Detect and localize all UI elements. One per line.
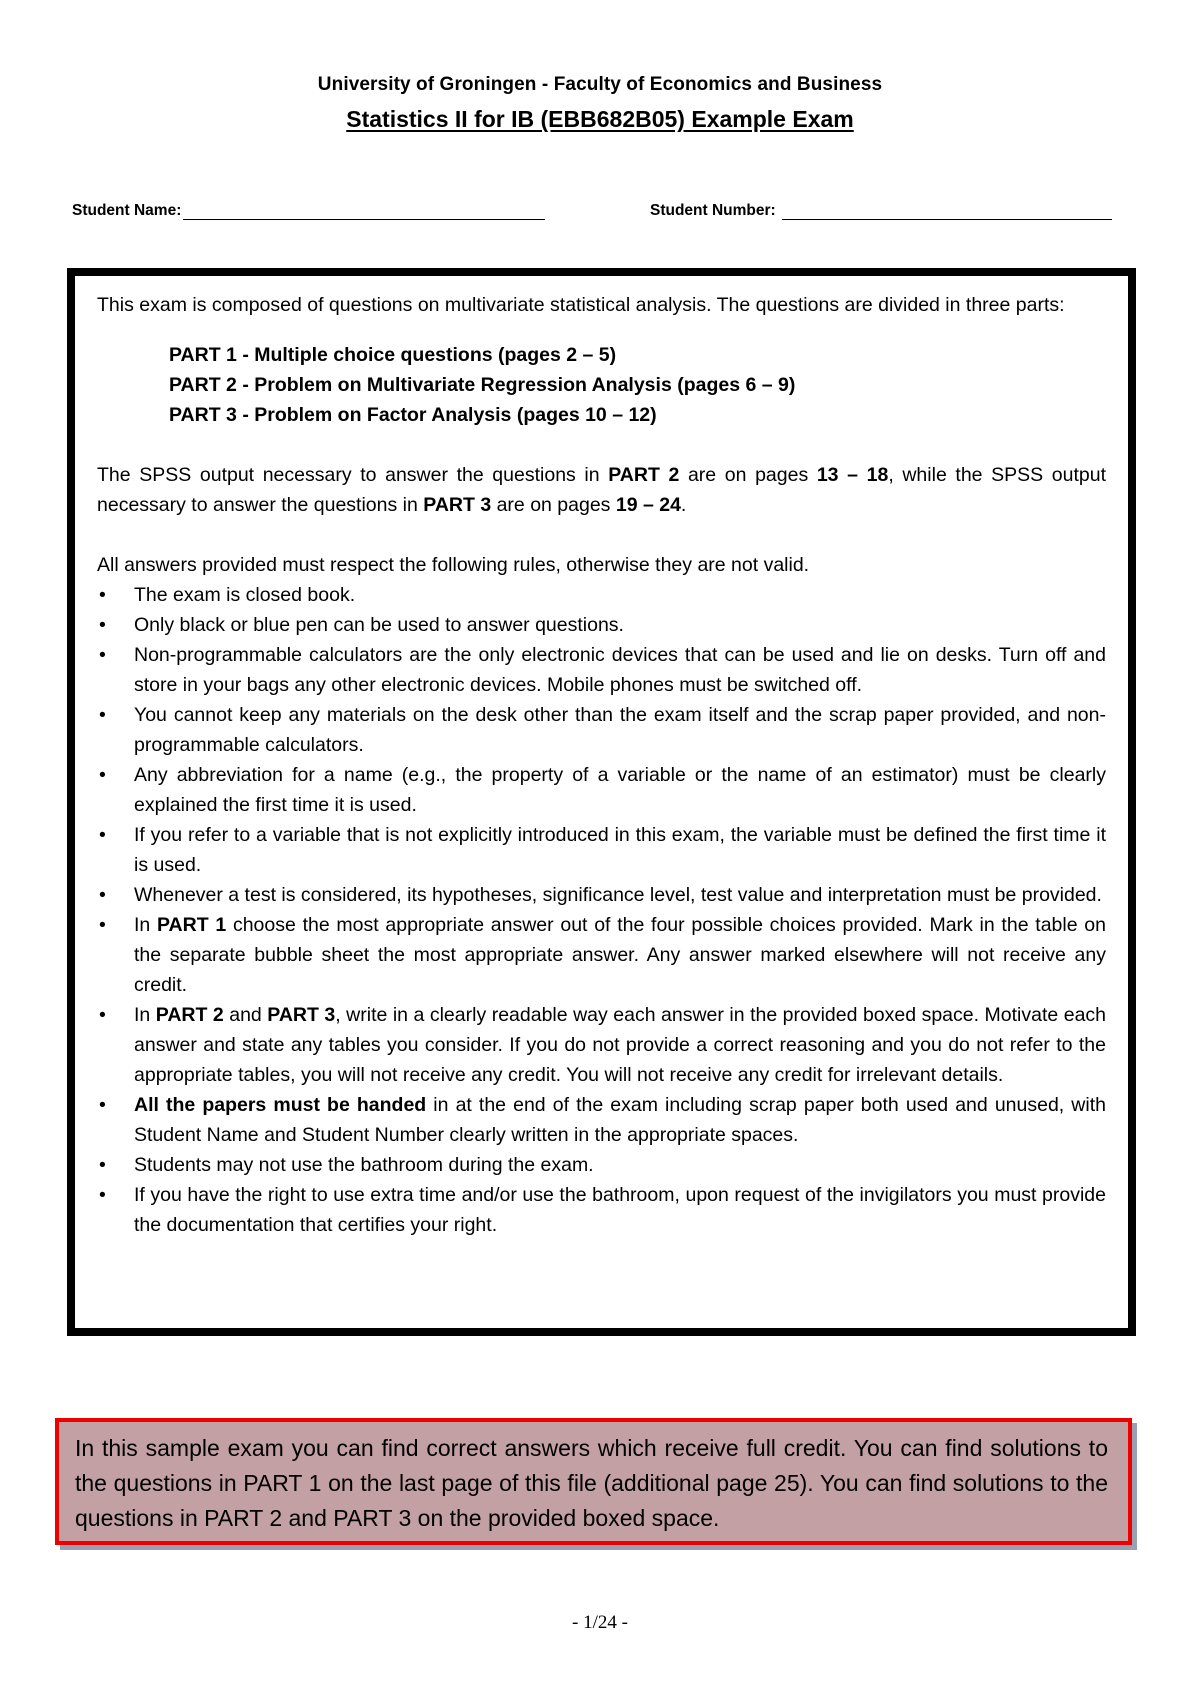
bullet-icon: • — [99, 1094, 106, 1116]
rule-part1-text-1: In — [134, 914, 157, 936]
rule-part2-ref: PART 2 — [155, 1004, 224, 1026]
rule-item-part23 — [97, 1000, 1106, 1090]
rules-intro: All answers provided must respect the following rules, otherwise they are not valid. — [97, 554, 810, 576]
student-name-field[interactable] — [72, 199, 545, 220]
rule-text: Non-programmable calculators are the only electronic devices that can be used and lie on desks. Turn off and store in your bags any other electronic devices. Mobile phones must be switched off. — [134, 644, 1106, 696]
bullet-icon: • — [99, 914, 106, 936]
student-number-line[interactable] — [782, 199, 1112, 220]
rules-list — [97, 580, 1106, 1240]
rule-item — [97, 640, 1106, 700]
rule-item — [97, 880, 1106, 910]
rule-item — [97, 610, 1106, 640]
rule-text: Only black or blue pen can be used to answer questions. — [134, 614, 624, 636]
rule-papers-bold: All the papers must be handed — [134, 1094, 427, 1116]
rule-part3-ref: PART 3 — [267, 1004, 336, 1026]
student-name-label: Student Name: — [72, 202, 182, 219]
bullet-icon: • — [99, 1004, 106, 1026]
exam-part-3: PART 3 - Problem on Factor Analysis (pages 10 – 12) — [169, 404, 657, 426]
student-number-field[interactable] — [650, 199, 1112, 220]
student-fields — [72, 199, 1132, 229]
spss-text-2: are on pages — [679, 464, 817, 486]
bullet-icon: • — [99, 824, 106, 846]
rule-papers-text: in at the end of the exam including scrap paper both used and unused, with Student Name and Student Number clearly written in the appropriate spaces. — [134, 1094, 1106, 1146]
rule-part1-ref: PART 1 — [157, 914, 227, 936]
bullet-icon: • — [99, 764, 106, 786]
rule-item-papers — [97, 1090, 1106, 1150]
rule-text: You cannot keep any materials on the desk other than the exam itself and the scrap paper provided, and non-programmable calculators. — [134, 704, 1106, 756]
institution-header: University of Groningen - Faculty of Economics and Business — [317, 74, 883, 95]
bullet-icon: • — [99, 1184, 106, 1206]
bullet-icon: • — [99, 644, 106, 666]
course-title: Statistics II for IB (EBB682B05) Example Exam — [346, 106, 854, 132]
rule-text: The exam is closed book. — [134, 584, 356, 606]
rule-text: Whenever a test is considered, its hypotheses, significance level, test value and interpretation must be provided. — [134, 884, 1102, 906]
rule-item — [97, 1180, 1106, 1240]
rule-item — [97, 700, 1106, 760]
rule-part23-text-2: and — [223, 1004, 268, 1026]
spss-part3-pages: 19 – 24 — [615, 494, 681, 516]
spss-text-5: . — [680, 494, 687, 516]
bullet-icon: • — [99, 704, 106, 726]
spss-part3-ref: PART 3 — [423, 494, 492, 516]
exam-part-2: PART 2 - Problem on Multivariate Regression Analysis (pages 6 – 9) — [169, 374, 796, 396]
rule-item-part1 — [97, 910, 1106, 1000]
bullet-icon: • — [99, 614, 106, 636]
spss-text-4: are on pages — [491, 494, 616, 516]
rule-part23-text-1: In — [134, 1004, 156, 1026]
rule-part1-text-2: choose the most appropriate answer out of the four possible choices provided. Mark in the table on the separate bubble sheet the most appropriate answer. Any answer marked elsewhere will not receive any credit. — [134, 914, 1106, 996]
spss-output-note — [97, 460, 1106, 520]
rule-text: Any abbreviation for a name (e.g., the property of a variable or the name of an estimator) must be clearly explained the first time it is used. — [134, 764, 1106, 816]
rule-text: If you refer to a variable that is not explicitly introduced in this exam, the variable must be defined the first time it is used. — [134, 824, 1106, 876]
rule-item — [97, 760, 1106, 820]
spss-part2-pages: 13 – 18 — [816, 464, 889, 486]
rule-text: Students may not use the bathroom during the exam. — [134, 1154, 594, 1176]
student-number-label: Student Number: — [650, 202, 776, 219]
bullet-icon: • — [99, 1154, 106, 1176]
spss-text-3: , while the SPSS output necessary to answer the questions in — [97, 464, 1107, 516]
rule-item — [97, 1150, 1106, 1180]
spss-text-1: The SPSS output necessary to answer the questions in — [97, 464, 609, 486]
rule-item — [97, 580, 1106, 610]
spss-part2-ref: PART 2 — [608, 464, 680, 486]
rule-text: If you have the right to use extra time and/or use the bathroom, upon request of the invigilators you must provide the documentation that certifies your right. — [134, 1184, 1106, 1236]
student-name-line[interactable] — [183, 199, 545, 220]
rule-item — [97, 820, 1106, 880]
exam-part-1: PART 1 - Multiple choice questions (pages 2 – 5) — [169, 344, 617, 366]
instructions-box — [67, 268, 1136, 1336]
solution-note-box: In this sample exam you can find correct answers which receive full credit. You can find solutions to the questions in PART 1 on the last page of this file (additional page 25). You can find solutions to the questions in PART 2 and PART 3 on the provided boxed space. — [55, 1418, 1132, 1545]
exam-parts-list — [169, 340, 1106, 430]
rule-part23-text-3: , write in a clearly readable way each answer in the provided boxed space. Motivate each answer and state any tables you consider. If you do not provide a correct reasoning and you do not refer to the appropriate tables, you will not receive any credit. You will not receive any credit for irrelevant details. — [134, 1004, 1107, 1086]
bullet-icon: • — [99, 584, 106, 606]
page-number: - 1/24 - — [572, 1612, 628, 1633]
bullet-icon: • — [99, 884, 106, 906]
instructions-intro: This exam is composed of questions on multivariate statistical analysis. The questions are divided in three parts: — [97, 294, 1065, 316]
